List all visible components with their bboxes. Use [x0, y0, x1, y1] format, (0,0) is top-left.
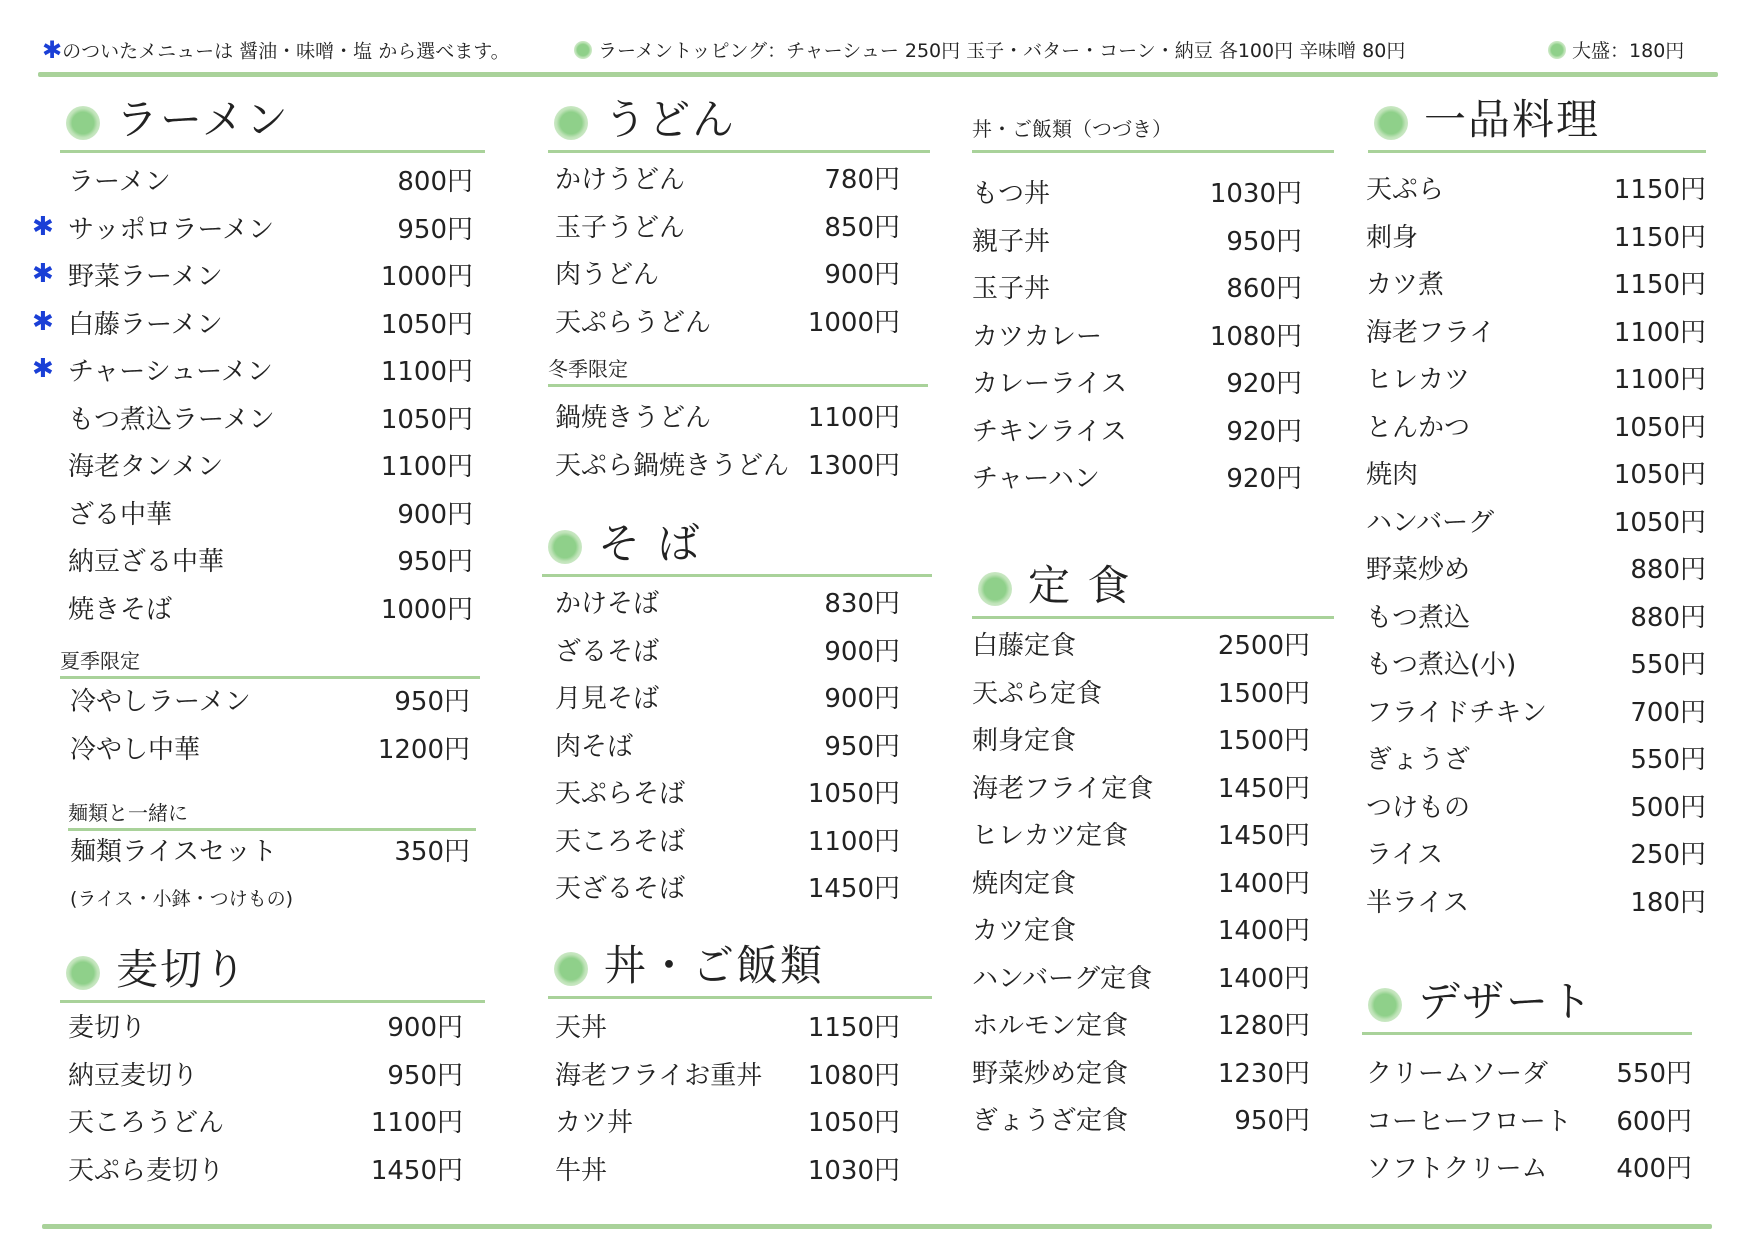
item-name: とんかつ	[1366, 412, 1471, 443]
item-price: 1450円	[1217, 773, 1310, 804]
item-price: 1300円	[807, 450, 900, 481]
bottom-divider	[42, 1224, 1712, 1229]
section-title: 一品料理	[1424, 95, 1601, 144]
list-item	[972, 1054, 1310, 1094]
winter-label: 冬季限定	[548, 356, 928, 387]
item-price: 1050円	[807, 779, 900, 809]
item-price: 900円	[824, 684, 900, 714]
item-price: 700円	[1630, 697, 1706, 728]
list-item	[1366, 313, 1706, 353]
item-name: ハンバーグ	[1366, 507, 1495, 538]
section-udon-header	[548, 94, 930, 153]
list-item	[1366, 740, 1706, 780]
list-item	[70, 832, 470, 872]
list-item	[68, 1151, 463, 1191]
item-price: 950円	[1234, 1106, 1310, 1136]
list-item	[1366, 1054, 1692, 1094]
item-name: 天ぷらうどん	[555, 307, 712, 338]
item-name: もつ丼	[972, 179, 1051, 209]
item-name: 海老フライ	[1366, 317, 1496, 348]
item-name: 焼肉定食	[972, 868, 1077, 899]
list-item	[1366, 360, 1706, 400]
item-price: 1000円	[380, 594, 473, 625]
item-price: 1050円	[1613, 412, 1706, 443]
flower-mark-icon: ✱	[32, 306, 54, 337]
list-item	[972, 459, 1302, 499]
flower-mark-icon: ✱	[32, 259, 54, 289]
item-name: コーヒーフロート	[1366, 1106, 1572, 1137]
item-name: 刺身定食	[972, 726, 1077, 756]
item-name: 冷やしラーメン	[70, 687, 251, 717]
item-price: 900円	[397, 499, 473, 530]
item-name: カツ煮	[1366, 270, 1445, 300]
item-price: 900円	[387, 1013, 463, 1043]
flower-mark-icon: ✱	[42, 36, 63, 64]
item-price: 1400円	[1217, 916, 1310, 946]
item-price: 1050円	[380, 309, 473, 340]
item-price: 250円	[1630, 840, 1706, 870]
item-price: 920円	[1226, 464, 1302, 494]
green-dot-icon	[1548, 41, 1566, 59]
item-price: 850円	[824, 212, 900, 243]
item-name: 麺類ライスセット	[70, 837, 277, 867]
item-name: ホルモン定食	[972, 1011, 1129, 1041]
item-price: 830円	[824, 589, 900, 619]
list-item	[555, 632, 900, 672]
list-item	[70, 682, 470, 722]
item-name: 白藤定食	[972, 631, 1077, 661]
section-title: デザート	[1418, 977, 1595, 1026]
item-price: 1400円	[1217, 963, 1310, 994]
list-item	[972, 674, 1310, 714]
item-name: 肉そば	[555, 731, 634, 762]
green-dot-icon	[1368, 988, 1402, 1022]
list-item	[555, 446, 900, 486]
list-item	[555, 303, 900, 343]
list-item	[1366, 1149, 1692, 1189]
list-item	[972, 769, 1310, 809]
section-don-header	[548, 940, 932, 999]
list-item	[555, 255, 900, 295]
item-name: ざる中華	[68, 499, 173, 530]
green-dot-icon	[978, 572, 1012, 606]
list-item	[555, 727, 900, 767]
list-item	[1366, 1102, 1692, 1142]
item-name: 海老フライ定食	[972, 773, 1154, 804]
item-price: 950円	[387, 1060, 463, 1091]
set-note: (ライス・小鉢・つけもの)	[70, 888, 294, 910]
item-name: 納豆ざる中華	[68, 547, 225, 577]
item-name: チャーシューメン	[68, 357, 273, 387]
item-name: ぎょうざ	[1366, 745, 1471, 775]
header-notes	[42, 36, 1712, 68]
list-item	[972, 1101, 1310, 1141]
list-item	[68, 305, 473, 345]
item-price: 1150円	[1613, 175, 1706, 205]
item-name: 天ぷら定食	[972, 678, 1103, 709]
list-item	[972, 1006, 1310, 1046]
section-title: 定 食	[1028, 561, 1132, 610]
set-label: 麺類と一緒に	[68, 800, 476, 831]
item-price: 1500円	[1217, 678, 1310, 709]
list-item	[68, 400, 473, 440]
item-price: 1100円	[1613, 317, 1706, 348]
list-item	[555, 774, 900, 814]
list-item	[972, 412, 1302, 452]
list-item	[1366, 598, 1706, 638]
item-name: 刺身	[1366, 222, 1419, 253]
item-price: 950円	[1226, 226, 1302, 257]
item-price: 1280円	[1217, 1011, 1310, 1041]
item-price: 1080円	[807, 1060, 900, 1091]
item-price: 880円	[1630, 602, 1706, 633]
list-item	[68, 590, 473, 630]
section-dessert-header	[1362, 976, 1692, 1035]
flower-mark-icon: ✱	[32, 354, 54, 384]
header-note-3-text: 大盛：180円	[1572, 40, 1685, 62]
header-note-1-text: のついたメニューは 醤油・味噌・塩 から選べます。	[62, 40, 510, 63]
section-ramen-header	[60, 94, 485, 153]
item-name: 天ぷら鍋焼きうどん	[555, 450, 790, 481]
item-name: ヒレカツ	[1366, 365, 1471, 395]
item-name: 牛丼	[555, 1155, 608, 1186]
item-name: 肉うどん	[555, 260, 660, 290]
item-price: 1000円	[380, 262, 473, 292]
item-name: 納豆麦切り	[68, 1060, 199, 1091]
item-name: フライドチキン	[1366, 697, 1547, 728]
list-item	[68, 162, 473, 202]
list-item	[68, 1008, 463, 1048]
list-item	[972, 222, 1302, 262]
item-price: 1080円	[1209, 321, 1302, 352]
list-item	[972, 911, 1310, 951]
item-price: 1230円	[1217, 1058, 1310, 1089]
list-item	[68, 447, 473, 487]
item-price: 1000円	[807, 307, 900, 338]
item-name: 鍋焼きうどん	[555, 403, 712, 433]
list-item	[1366, 218, 1706, 258]
item-name: つけもの	[1366, 792, 1471, 823]
list-item	[555, 208, 900, 248]
item-price: 1030円	[1209, 179, 1302, 209]
list-item	[972, 816, 1310, 856]
list-item	[68, 1103, 463, 1143]
item-name: 天丼	[555, 1013, 608, 1043]
green-dot-icon	[554, 952, 588, 986]
item-price: 350円	[394, 837, 470, 867]
green-dot-icon	[548, 530, 582, 564]
green-dot-icon	[1374, 106, 1408, 140]
item-price: 1050円	[1613, 460, 1706, 490]
item-name: ラーメン	[68, 167, 171, 197]
green-dot-icon	[554, 106, 588, 140]
item-name: 月見そば	[555, 684, 660, 714]
list-item	[972, 317, 1302, 357]
list-item	[555, 398, 900, 438]
list-item	[1366, 788, 1706, 828]
item-name: かけうどん	[555, 165, 686, 195]
item-price: 550円	[1616, 1059, 1692, 1089]
item-price: 2500円	[1217, 631, 1310, 661]
item-price: 1500円	[1217, 726, 1310, 756]
list-item	[972, 174, 1302, 214]
item-price: 1150円	[1613, 270, 1706, 300]
list-item	[1366, 835, 1706, 875]
item-name: ぎょうざ定食	[972, 1106, 1129, 1136]
item-name: もつ煮込	[1366, 602, 1471, 633]
item-name: カツカレー	[972, 321, 1103, 352]
item-price: 900円	[824, 260, 900, 290]
list-item	[555, 1103, 900, 1143]
list-item	[555, 584, 900, 624]
section-title: うどん	[604, 95, 737, 144]
item-price: 550円	[1630, 650, 1706, 680]
item-price: 1450円	[370, 1155, 463, 1186]
header-note-1	[42, 36, 510, 64]
green-dot-icon	[66, 106, 100, 140]
item-price: 1100円	[807, 403, 900, 433]
item-name: 海老フライお重丼	[555, 1060, 763, 1091]
item-name: 焼肉	[1366, 460, 1419, 490]
item-price: 1150円	[1613, 222, 1706, 253]
item-name: もつ煮込ラーメン	[68, 404, 275, 435]
item-name: チャーハン	[972, 464, 1100, 494]
item-name: ヒレカツ定食	[972, 821, 1129, 851]
section-title: そ ば	[598, 519, 702, 568]
item-name: 半ライス	[1366, 887, 1469, 918]
item-price: 1450円	[807, 874, 900, 904]
list-item	[972, 364, 1302, 404]
item-name: 海老タンメン	[68, 452, 224, 482]
list-item	[68, 352, 473, 392]
item-name: 天ざるそば	[555, 874, 686, 904]
item-price: 900円	[824, 636, 900, 667]
list-item	[1366, 170, 1706, 210]
header-note-2-text: ラーメントッピング：チャーシュー 250円 玉子・バター・コーン・納豆 各100円 辛味噌 80円	[598, 40, 1406, 62]
item-name: 天ぷら麦切り	[68, 1155, 225, 1186]
list-item	[972, 864, 1310, 904]
item-name: 白藤ラーメン	[68, 309, 223, 340]
header-note-2	[574, 36, 1405, 63]
item-price: 950円	[394, 687, 470, 717]
item-name: かけそば	[555, 589, 660, 619]
item-name: ハンバーグ定食	[972, 963, 1153, 994]
item-name: 野菜炒め定食	[972, 1058, 1129, 1089]
item-name: 焼きそば	[68, 594, 173, 625]
list-item	[555, 1056, 900, 1096]
item-name: もつ煮込(小)	[1366, 650, 1517, 680]
section-soba-header	[542, 518, 932, 577]
section-ippin-header	[1368, 94, 1706, 153]
item-price: 1100円	[380, 357, 473, 387]
item-name: 麦切り	[68, 1013, 147, 1043]
item-name: 冷やし中華	[70, 734, 201, 765]
item-price: 600円	[1616, 1106, 1692, 1137]
item-name: 親子丼	[972, 226, 1051, 257]
item-price: 1200円	[377, 734, 470, 765]
green-dot-icon	[66, 956, 100, 990]
list-item	[1366, 265, 1706, 305]
list-item	[1366, 883, 1706, 923]
item-name: ざるそば	[555, 636, 660, 667]
item-price: 1150円	[807, 1013, 900, 1043]
item-price: 950円	[397, 547, 473, 577]
list-item	[972, 626, 1310, 666]
item-price: 950円	[824, 731, 900, 762]
list-item	[972, 269, 1302, 309]
list-item	[1366, 503, 1706, 543]
item-price: 1100円	[370, 1108, 463, 1138]
item-price: 1050円	[807, 1108, 900, 1138]
list-item	[972, 959, 1310, 999]
item-name: 玉子丼	[972, 274, 1051, 304]
item-name: 天ぷらそば	[555, 779, 686, 809]
list-item	[68, 542, 473, 582]
list-item	[68, 257, 473, 297]
item-name: 天ころそば	[555, 826, 686, 857]
list-item	[68, 210, 473, 250]
item-name: サッポロラーメン	[68, 214, 275, 245]
header-note-3	[1548, 36, 1684, 63]
item-name: ライス	[1366, 840, 1443, 870]
list-item	[68, 1056, 463, 1096]
green-dot-icon	[574, 41, 592, 59]
list-item	[555, 1008, 900, 1048]
item-price: 880円	[1630, 555, 1706, 585]
list-item	[555, 1151, 900, 1191]
section-title: 丼・ご飯類	[604, 941, 825, 990]
item-price: 780円	[824, 165, 900, 195]
item-name: カツ定食	[972, 916, 1077, 946]
top-divider	[38, 72, 1718, 77]
list-item	[555, 822, 900, 862]
item-price: 1050円	[380, 404, 473, 435]
item-name: 野菜炒め	[1366, 555, 1471, 585]
item-price: 950円	[397, 214, 473, 245]
list-item	[1366, 693, 1706, 733]
don-cont-label: 丼・ご飯類（つづき）	[972, 116, 1334, 153]
item-price: 1100円	[807, 826, 900, 857]
item-price: 1030円	[807, 1155, 900, 1186]
flower-mark-icon: ✱	[32, 211, 54, 242]
item-name: クリームソーダ	[1366, 1059, 1549, 1089]
item-name: 野菜ラーメン	[68, 262, 223, 292]
list-item	[555, 679, 900, 719]
list-item	[70, 730, 470, 770]
item-price: 860円	[1226, 274, 1302, 304]
item-price: 920円	[1226, 369, 1302, 399]
item-price: 1050円	[1613, 507, 1706, 538]
list-item	[1366, 645, 1706, 685]
item-price: 920円	[1226, 416, 1302, 447]
item-price: 550円	[1630, 745, 1706, 775]
item-price: 1100円	[1613, 365, 1706, 395]
section-teishoku-header	[972, 560, 1334, 619]
list-item	[555, 869, 900, 909]
list-item	[1366, 408, 1706, 448]
item-name: チキンライス	[972, 416, 1127, 447]
list-item	[972, 721, 1310, 761]
item-name: カツ丼	[555, 1108, 634, 1138]
item-name: 天ぷら	[1366, 175, 1445, 205]
item-name: ソフトクリーム	[1366, 1154, 1548, 1184]
item-price: 400円	[1616, 1154, 1692, 1184]
list-item	[555, 160, 900, 200]
list-item	[68, 495, 473, 535]
item-price: 180円	[1630, 887, 1706, 918]
item-name: 天ころうどん	[68, 1108, 225, 1138]
item-name: カレーライス	[972, 369, 1127, 399]
summer-label: 夏季限定	[60, 648, 480, 679]
item-price: 1100円	[380, 452, 473, 482]
item-price: 1400円	[1217, 868, 1310, 899]
section-mugikiri-header	[60, 944, 485, 1003]
section-title: ラーメン	[116, 95, 290, 144]
item-price: 500円	[1630, 792, 1706, 823]
item-price: 1450円	[1217, 821, 1310, 851]
item-name: 玉子うどん	[555, 212, 686, 243]
item-price: 800円	[397, 167, 473, 197]
list-item	[1366, 455, 1706, 495]
list-item	[1366, 550, 1706, 590]
section-title: 麦切り	[116, 945, 249, 994]
